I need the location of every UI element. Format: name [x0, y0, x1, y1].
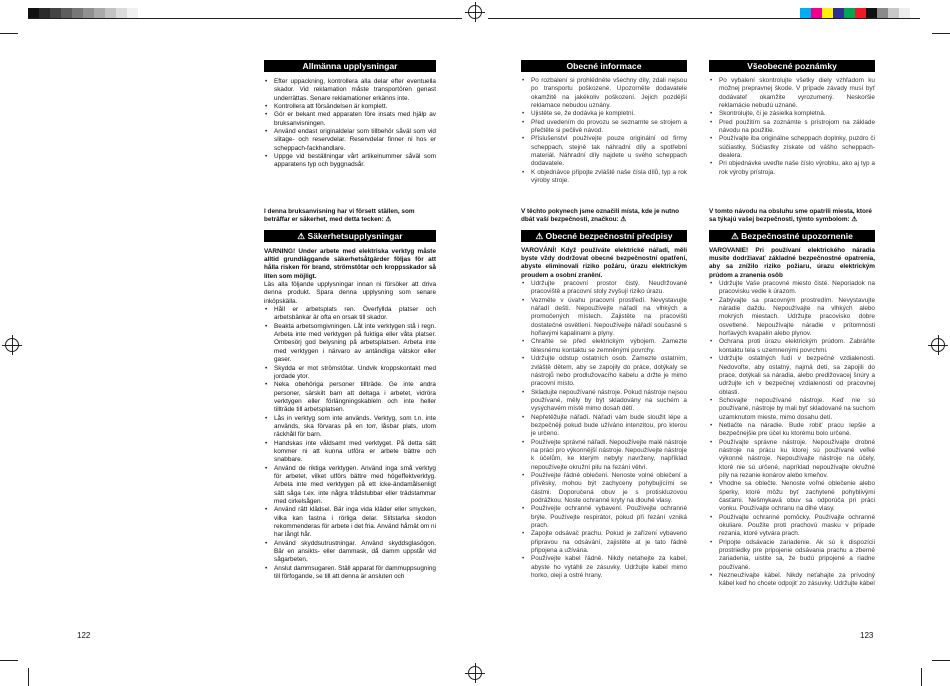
- list-item: • Använd de riktiga verktygen. Använd inga små verktyg för arbetet, vilket utförs bättre med högeffektverktyg. Arbeta inte med verktygen på ett icke-ändamålsenligt sätt såga t.ex. inte några trådstubbar eller trädstammar med cirkelsågen.: [264, 465, 436, 507]
- list-item: • Udržujte Vaše pracovné miesto čisté. Neporiadok na pracovisku vedie k úrazom.: [709, 280, 875, 297]
- color-swatch: [94, 8, 105, 18]
- list-item: • Udržujte pracovní prostor čistý. Neuďržované pracoviště a pracovní stoly zvyšují riziko úrazu.: [521, 280, 687, 297]
- color-swatch: [877, 8, 888, 18]
- list-item: • Používejte správné nářadí. Nepoužívejte malé nástroje na práci pro výkonnější nástroje. Nepoužívejte nástroje k účelům, ke kterým nebyly navrženy, například nepoužívejte okružní pilu na řezání větví.: [521, 439, 687, 472]
- color-swatch: [899, 8, 910, 18]
- color-swatch: [72, 8, 83, 18]
- list-item: • Po vybalení skontrolujte všetky diely vzhľadom ku možnej prepravnej škode. V prípade závady musí byť dodávateľ okamžite vyrozumený. Neskoršie reklamácie nebudú uznané.: [709, 77, 875, 110]
- list-item: • Netlačte na náradie. Bude robiť pracu lepšie a bezpečnejšie pre účel ku ktorému bolo určené.: [709, 422, 875, 439]
- color-swatch: [844, 8, 855, 18]
- list-item: • Před uvedením do provozu se seznamte se strojem a přečtěte si pečlivě návod.: [521, 119, 687, 136]
- list-item: • Pri objednávke uveďte naše číslo výrobku, ako aj typ a rok výroby prístroja.: [709, 160, 875, 177]
- list-item: • Pred použitím sa zoznámte s prístrojom na základe návodu na použitie.: [709, 119, 875, 136]
- color-swatch: [800, 8, 811, 18]
- color-swatch: [888, 8, 899, 18]
- list-item: • Skydda er mot strömstötar. Undvik kroppskontakt med jordade ytor.: [264, 365, 436, 382]
- symbol-note: I denna bruksanvisning har vi försett ställen, som beträffar er säkerhet, med detta tecken: ⚠: [264, 208, 415, 224]
- list-item: • Používajte správne nástroje. Nepoužívajte drobné nástroje na prácu ku ktorej sú používané veľké výkonné nástroje. Nepoužívajte nástroje na účely, ktoré nie sú určené, napríklad nepoužívajte okružné píly na rezanie konárov alebo kmeňov.: [709, 439, 875, 481]
- list-item: • Använd rätt klädsel. Bär inga vida kläder eller smycken, vilka kan fastna i rörliga delar. Slitstarka skodon rekommenderas för arbete i det fria. Använd hårnät om ni har långt hår.: [264, 506, 436, 539]
- list-item: • Používajte ochranné pomôcky. Používajte ochranné okuliare. Použite proti prachovú masku v prípade rezania, ktoré vytvára prach.: [709, 514, 875, 539]
- grayscale-swatches: [28, 8, 138, 18]
- registration-mark-right: [931, 338, 945, 352]
- list-item: • Nezneužívajte kábel. Nikdy neťahajte za prívodný kábel keď ho chcete odpojiť zo zásuvky. Udržujte kábel: [709, 572, 875, 589]
- list-item: • Skontrolujte, či je zásielka kompletná.: [709, 110, 875, 118]
- list-item: • Handskas inte våldsamt med verktyget. På detta sätt kommer ni att kunna utföra er arbete bättre och snabbare.: [264, 440, 436, 465]
- color-swatch: [127, 8, 138, 18]
- list-item: • Příslušenství používejte pouze originální od firmy scheppach, stejně tak náhradní díly a spotřební materiál. Náhradní díly najdete u svého scheppach dodavatele.: [521, 135, 687, 168]
- list-item: • Používejte řádné oblečení. Nenoste volné oblečení a přívěsky, mohou být zachyceny pohybujícími se částmi. Doporučená obuv je s protiskluzovou podrážkou. Noste ochranné kryty na dlouhé vlasy.: [521, 472, 687, 505]
- list-item: • Uppge vid beställningar vårt artikelnummer såväl som apparatens typ och byggnadsår.: [264, 153, 436, 170]
- intro-text: Läs alla följande upplysningar innan ni försöker att driva denna produkt. Spara denna upplysning som senare inköpskälla.: [264, 281, 436, 305]
- right-page-number: 123: [860, 631, 874, 640]
- registration-mark-left: [5, 338, 19, 352]
- left-page-number: 122: [77, 631, 91, 640]
- list-item: • Schovajte nepoužívané nástroje. Keď nie sú používané, nástroje by mali byť skladované na suchom uzamknutom mieste, mimo dosahu detí.: [709, 397, 875, 422]
- color-swatch: [83, 8, 94, 18]
- top-rule: [28, 18, 462, 19]
- color-swatch: [39, 8, 50, 18]
- color-swatch: [61, 8, 72, 18]
- safety-header: ⚠ Bezpečnostné upozornenie: [709, 230, 875, 242]
- color-swatch: [811, 8, 822, 18]
- crop-mark: [0, 660, 18, 661]
- list-item: • Kontrollera att försändelsen är komplett.: [264, 103, 436, 111]
- color-swatches: [800, 8, 910, 18]
- general-info-header: Obecné informace: [521, 60, 687, 72]
- color-swatch: [105, 8, 116, 18]
- registration-mark-bottom: [468, 666, 482, 680]
- list-item: • Udržujte ostatných ľudí v bezpečné vzdialenosti. Nedovoľte, aby ostatný, najmä deti, sa zapojili do prace, dotýkali sa náradia, alebo predlžovacej šnúry a udržujte ich v bezpečnej vzdialenosti od pracovnej oblasti.: [709, 355, 875, 397]
- list-item: • Vezměte v úvahu pracovní prostředí. Nevystavujte nářadí dešti. Nepoužívejte nářadí na vlhkých a promočených místech. Zajistěte na pracovišti dostatečné osvětlení. Nepoužívejte nářadí současně s hořlavými kapalinami a plyny.: [521, 297, 687, 339]
- general-info-header: Allmänna upplysningar: [264, 60, 436, 72]
- safety-list: [709, 280, 875, 589]
- list-item: • Po rozbalení si prohlédněte všechny díly, zdali nejsou po transportu poškozené. Upozorněte dodavatele okamžitě na jakékoliv poškození. Jejich pozdější reklamace nebudou uznány.: [521, 77, 687, 110]
- list-item: • Udržujte odstup ostatních osob. Zamezte ostatním, zvláště dětem, aby se zapojily do práce, dotýkaly se nástrojů nebo prodlužovacího kabelu a držte je mimo pracovní místo.: [521, 355, 687, 388]
- crop-mark: [932, 33, 950, 34]
- general-info-list: [709, 77, 875, 177]
- slovak-column: [709, 60, 875, 588]
- list-item: • K objednávce připojte zvláště naše čísla dílů, typ a rok výroby stroje.: [521, 169, 687, 186]
- color-swatch: [28, 8, 39, 18]
- crop-mark: [0, 33, 18, 34]
- symbol-note: V tomto návodu na obsluhu sme opatrili miesta, ktoré sa týkajú vašej bezpečnosti, týmto symbolom: ⚠: [709, 208, 872, 224]
- list-item: • Ochrana proti úrazu elektrickým prúdom. Zabráňte kontaktu tela s uzemnenými povrchmi.: [709, 338, 875, 355]
- warning-text: VARNING! Under arbete med elektriska verktyg måste alltid grundläggande säkerhetsåtgärder följas för att hålla risken för brand, strömstötar och kroppsskador så liten som möjligt.: [264, 247, 436, 280]
- list-item: • Zabývajte sa pracovným prostredím. Nevystavujte náradie daždu. Nepoužívajte na vlhkých alebo mokrých miestach. Udržujte pracovisko dobre osvetlené. Nepoužívajte náradie v prítomnosti horľavých kvapalín alebo plynov.: [709, 297, 875, 339]
- general-info-list: [521, 77, 687, 185]
- swedish-column: [264, 60, 436, 581]
- list-item: • Gör er bekant med apparaten före insats med hjälp av bruksanvisningen.: [264, 111, 436, 128]
- color-swatch: [833, 8, 844, 18]
- color-swatch: [866, 8, 877, 18]
- list-item: • Zapojte odsávač prachu. Pokud je zařízení vybaveno připravou na odsávání, zajistěte at je tato řádně připojena a užívána.: [521, 530, 687, 555]
- crop-mark: [921, 668, 922, 686]
- list-item: • Anslut dammsugaren. Ställ apparat för dammuppsugning till förfogande, se till att denna är ansluten och: [264, 565, 436, 582]
- list-item: • Používajte iba originálne scheppach doplnky, puzdro či súčiastky. Súčiastky získate od vášho scheppach-dealera.: [709, 135, 875, 160]
- list-item: • Chraňte se před elektrickým výbojem. Zamezte tělesnému kontaktu se zemněnými povrchy.: [521, 338, 687, 355]
- safety-header: ⚠ Säkerhetsupplysningar: [264, 230, 436, 242]
- safety-list: [264, 306, 436, 581]
- list-item: • Používejte ochranné vybavení. Používejte ochranné brýle. Používejte respirátor, pokud při řezání vzniká prach.: [521, 505, 687, 530]
- list-item: • Ujistěte se, že dodávka je kompletní.: [521, 110, 687, 118]
- list-item: • Pripojte odsávacie zariadenie. Ak sú k dispozícii prostriedky pre pripojenie odsávania prachu a zberné zariadenia, uistite sa, že budú pripojené a riadne používané.: [709, 539, 875, 572]
- crop-mark: [932, 660, 950, 661]
- list-item: • Lås in verktyg som inte används. Verktyg, som t.n. inte används, ska förvaras på en torr, låsbar plats, utom räckhåll för barn.: [264, 415, 436, 440]
- top-rule-right: [488, 18, 920, 19]
- list-item: • Beakta arbetsomgivningen. Låt inte verktygen stå i regn. Arbeta inte med verktygen på fuktiga eller våta platser. Ombesörj god belysning på arbetsplatsen. Arbeta inte med verktygen i närvaro av antändliga vätskor eller gaser.: [264, 323, 436, 365]
- color-swatch: [855, 8, 866, 18]
- color-swatch: [50, 8, 61, 18]
- warning-text: VAROVÁNÍ! Když používáte elektrické nářadí, měli byste vždy dodržovat obecné bezpečnostní opatření, abyste eliminovali riziko požáru, úrazu elektrickým proudem a osobní zranění.: [521, 246, 687, 279]
- list-item: • Håll er arbetsplats ren. Överfyllda platser och arbetsbänkar är ofta en orsak till skador.: [264, 306, 436, 323]
- color-swatch: [822, 8, 833, 18]
- registration-mark-top: [468, 5, 482, 19]
- safety-list: [521, 280, 687, 580]
- symbol-note: V těchto pokynech jsme označili místa, kde je nutno dbát vaší bezpečnosti, značkou: ⚠: [521, 208, 680, 224]
- list-item: • Nepřetěžujte nářadí. Nářadí vám bude sloužit lépe a bezpečněji pokud bude užíváno intenzitou, pro kterou je určeno.: [521, 414, 687, 439]
- list-item: • Efter uppackning, kontrollera alla delar efter eventuella skador. Vid reklamation måste transportören genast underrättas. Senare reklamationer erkänns inte.: [264, 78, 436, 103]
- list-item: • Neka obehöriga personer tillträde. Ge inte andra personer, särskilt barn att deltaga i arbetet, vidröra verktygen eller förlängningskableln och inte heller tillträde till arbetsplatsen.: [264, 381, 436, 414]
- crop-mark: [28, 668, 29, 686]
- list-item: • Vhodne sa oblečte. Nenoste voľné oblečenie alebo šperky, ktoré môžu byť zachytené pohyblivými časťami. Nešmykavá obuv sa odporúča pri práci vonku. Používajte ochranu na dlhé vlasy.: [709, 480, 875, 513]
- general-info-header: Všeobecné poznámky: [709, 60, 875, 72]
- color-swatch: [116, 8, 127, 18]
- list-item: • Používejte kabel řádně. Nikdy netahejte za kabel, abyste ho vytáhli ze zásuvky. Udržujte kabel mimo horko, oleji a ostré hrany.: [521, 555, 687, 580]
- czech-column: [521, 60, 687, 580]
- list-item: • Använd endast originaldelar som tillbehör såväl som vid slitage- och reservdelar. Reservdelar finner ni hos er scheppach-fackhandlare.: [264, 128, 436, 153]
- list-item: • Använd skyddsutrustningar. Använd skyddsglasögon. Bär en ansikts- eller dammask, då damm uppstår vid sågarbeten.: [264, 540, 436, 565]
- general-info-list: [264, 78, 436, 170]
- list-item: • Skladujte nepoužívané nástroje. Pokud nástroje nejsou používané, měly by být skladovány na suchém a vysýchavém místě mimo dosah dětí.: [521, 389, 687, 414]
- safety-header: ⚠ Obecné bezpečnostní předpisy: [521, 230, 687, 242]
- warning-text: VAROVANIE! Pri používaní elektrického náradia musíte dodržiavať základné bezpečnostné opatrenia, aby sa znížilo riziko požiaru, úrazu elektrickým prúdom a zranenia osôb: [709, 246, 875, 279]
